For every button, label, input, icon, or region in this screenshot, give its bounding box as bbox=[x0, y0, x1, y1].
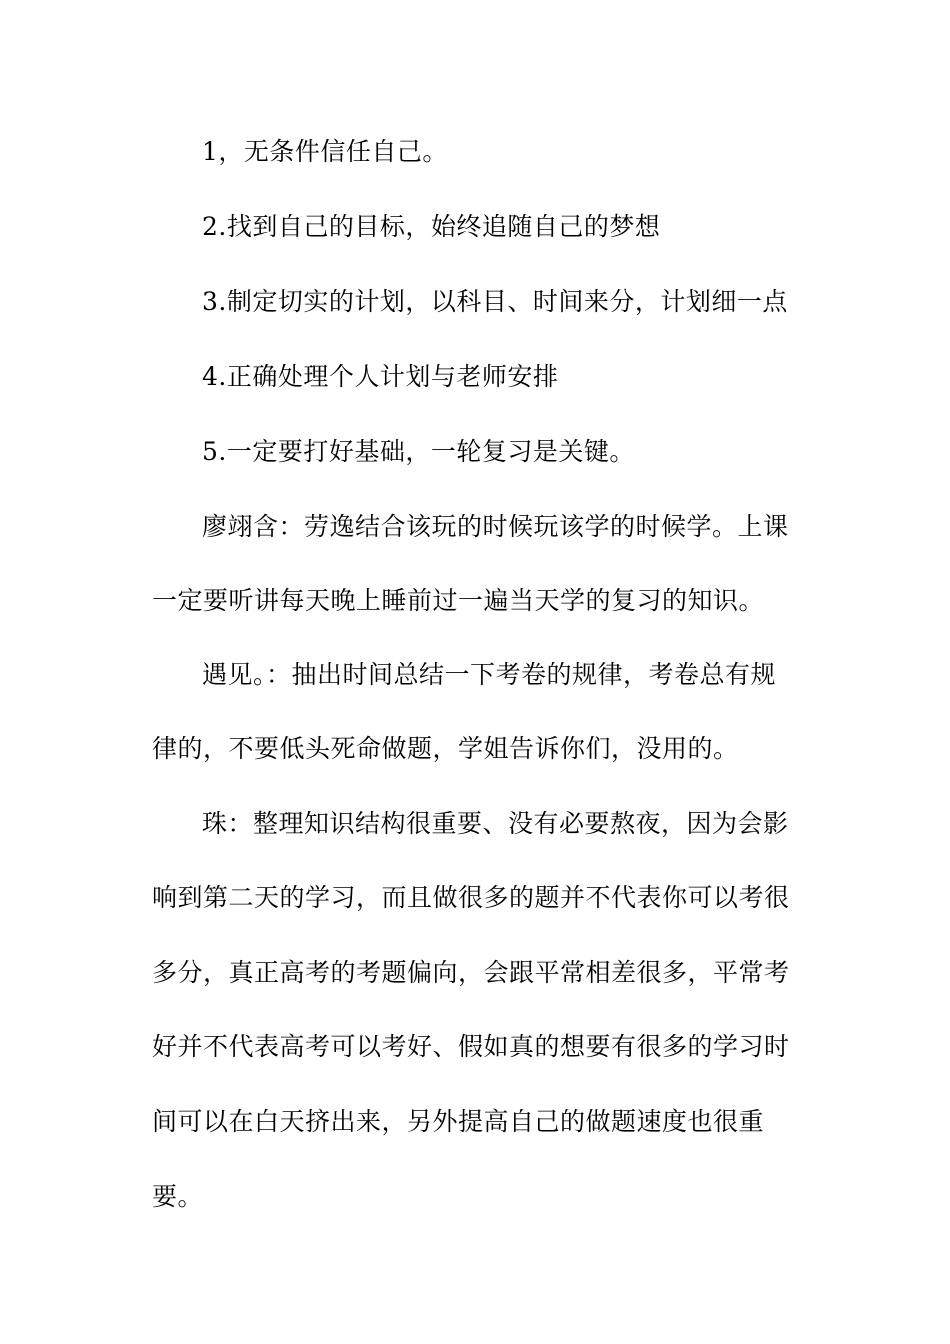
paragraph-liao-line-2: 一定要听讲每天晚上睡前过一遍当天学的复习的知识。 bbox=[152, 586, 765, 615]
paragraph-zhu-line-3: 多分，真正高考的考题偏向，会跟平常相差很多，平常考 bbox=[152, 958, 790, 987]
paragraph-zhu-line-1: 珠：整理知识结构很重要、没有必要熬夜，因为会影 bbox=[202, 809, 789, 838]
paragraph-zhu-line-5: 间可以在白天挤出来，另外提高自己的做题速度也很重 bbox=[152, 1107, 765, 1136]
list-item-5: 5.一定要打好基础，一轮复习是关键。 bbox=[202, 437, 635, 466]
list-item-2: 2.找到自己的目标，始终追随自己的梦想 bbox=[202, 212, 661, 241]
paragraph-yujian-line-2: 律的，不要低头死命做题，学姐告诉你们，没用的。 bbox=[152, 734, 739, 763]
paragraph-zhu-line-6: 要。 bbox=[152, 1182, 204, 1211]
list-item-1: 1，无条件信任自己。 bbox=[202, 137, 448, 166]
paragraph-liao-line-1: 廖翊含：劳逸结合该玩的时候玩该学的时候学。上课 bbox=[202, 512, 789, 541]
paragraph-yujian-line-1: 遇见。：抽出时间总结一下考卷的规律，考卷总有规 bbox=[202, 660, 777, 689]
list-item-4: 4.正确处理个人计划与老师安排 bbox=[202, 362, 559, 391]
list-item-3: 3.制定切实的计划，以科目、时间来分，计划细一点 bbox=[202, 287, 788, 316]
paragraph-zhu-line-4: 好并不代表高考可以考好、假如真的想要有很多的学习时 bbox=[152, 1032, 790, 1061]
paragraph-zhu-line-2: 响到第二天的学习，而且做很多的题并不代表你可以考很 bbox=[152, 883, 790, 912]
